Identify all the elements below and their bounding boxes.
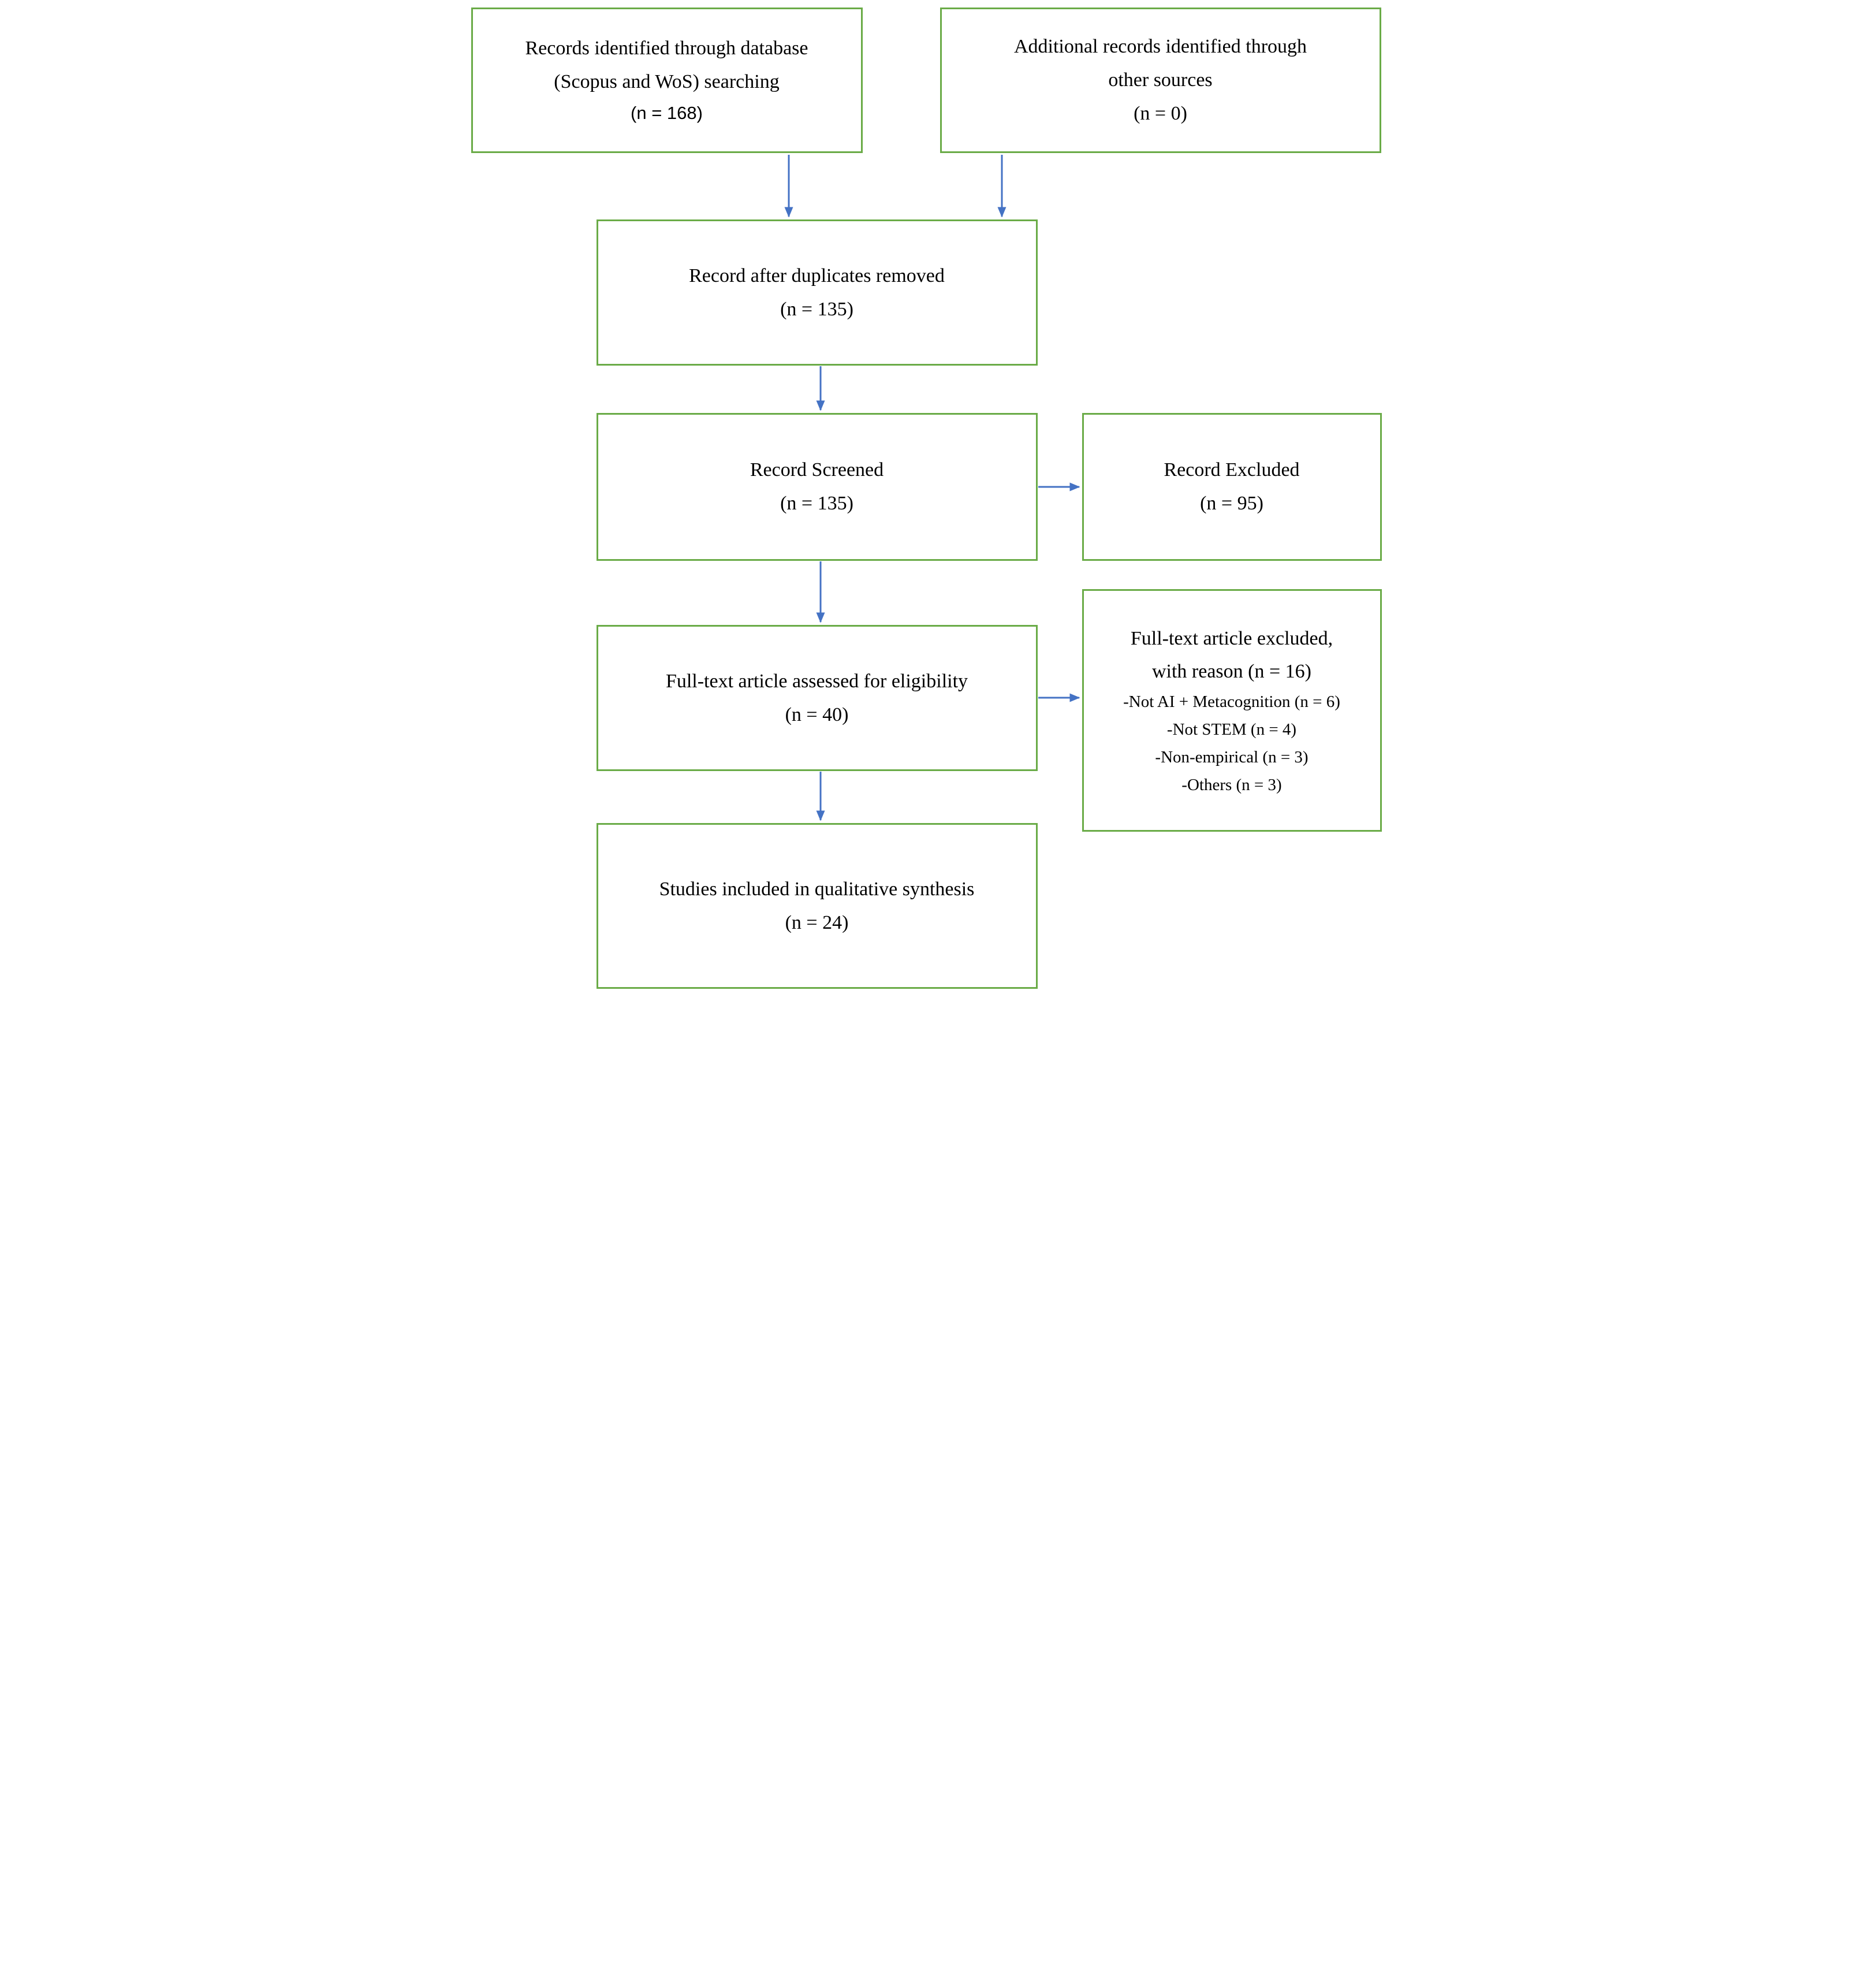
exclusion-reason: -Not STEM (n = 4) (1166, 720, 1297, 739)
box-fulltext-excluded (1082, 589, 1382, 832)
box-text-line: Additional records identified through (1013, 36, 1307, 58)
box-count-line: (n = 135) (780, 493, 853, 514)
box-count-line: (n = 168) (631, 103, 703, 124)
box-text-line: with reason (n = 16) (1151, 661, 1311, 683)
box-additional-records (940, 8, 1381, 153)
exclusion-reason: -Non-empirical (n = 3) (1155, 747, 1309, 766)
box-studies-included (597, 823, 1038, 989)
box-duplicates-removed (597, 219, 1038, 366)
box-count-line: (n = 95) (1200, 493, 1263, 514)
box-text-line: other sources (1108, 69, 1213, 91)
box-text-line: Records identified through database (525, 37, 808, 59)
box-records-excluded (1082, 413, 1382, 561)
exclusion-reason: -Not AI + Metacognition (n = 6) (1123, 693, 1340, 712)
box-text-line: Record after duplicates removed (689, 265, 945, 286)
box-records-identified (471, 8, 863, 153)
box-fulltext-assessed (597, 625, 1038, 771)
box-count-line: (n = 135) (780, 298, 853, 320)
box-records-screened (597, 413, 1038, 561)
box-count-line: (n = 0) (1134, 102, 1187, 124)
box-text-line: (Scopus and WoS) searching (554, 70, 780, 92)
box-count-line: (n = 24) (785, 911, 849, 933)
exclusion-reason: -Others (n = 3) (1181, 775, 1282, 794)
box-text-line: Full-text article assessed for eligibility (665, 670, 968, 692)
box-text-line: Record Screened (750, 459, 884, 481)
box-text-line: Record Excluded (1164, 459, 1300, 481)
box-count-line: (n = 40) (785, 703, 849, 725)
prisma-flow-diagram (463, 0, 1387, 994)
box-text-line: Studies included in qualitative synthesis (659, 878, 975, 900)
box-text-line: Full-text article excluded, (1130, 627, 1333, 649)
